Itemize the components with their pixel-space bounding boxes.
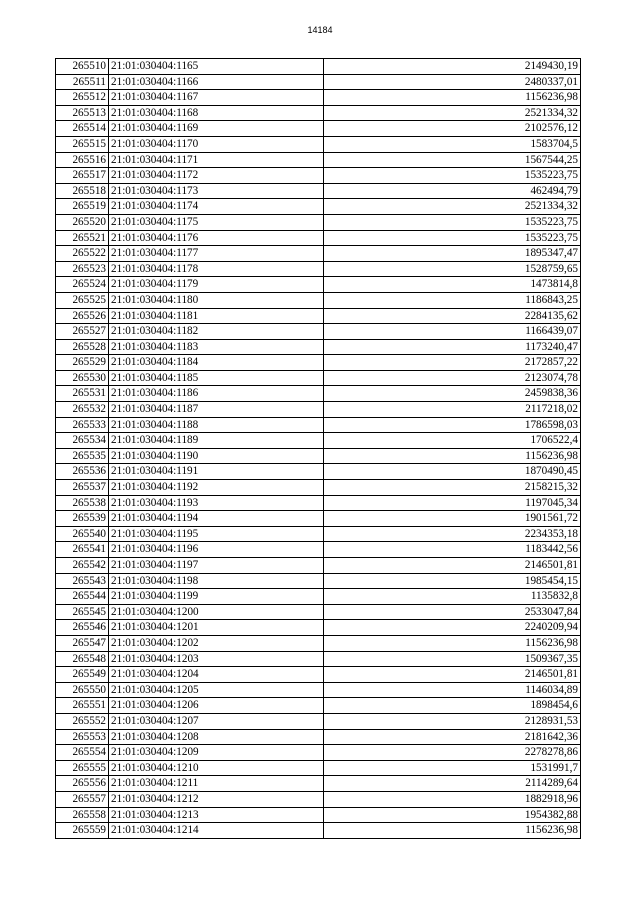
- row-number-cell: 265535: [56, 448, 109, 464]
- table-row: [56, 495, 581, 511]
- table-row: [56, 526, 581, 542]
- cadastral-number-cell: 21:01:030404:1165: [109, 59, 324, 75]
- cadastral-number-cell: 21:01:030404:1205: [109, 682, 324, 698]
- cadastral-number-cell: 21:01:030404:1169: [109, 121, 324, 137]
- cadastral-value-cell: 462494,79: [324, 183, 581, 199]
- row-number-cell: 265546: [56, 620, 109, 636]
- cadastral-value-cell: 1173240,47: [324, 339, 581, 355]
- cadastral-number-cell: 21:01:030404:1195: [109, 526, 324, 542]
- cadastral-number-cell: 21:01:030404:1193: [109, 495, 324, 511]
- cadastral-value-cell: 2146501,81: [324, 667, 581, 683]
- cadastral-value-cell: 1156236,98: [324, 823, 581, 839]
- cadastral-number-cell: 21:01:030404:1166: [109, 74, 324, 90]
- row-number-cell: 265548: [56, 651, 109, 667]
- cadastral-number-cell: 21:01:030404:1171: [109, 152, 324, 168]
- cadastral-value-cell: 2521334,32: [324, 105, 581, 121]
- table-row: [56, 168, 581, 184]
- table-row: [56, 152, 581, 168]
- cadastral-value-cell: 1882918,96: [324, 791, 581, 807]
- row-number-cell: 265542: [56, 558, 109, 574]
- cadastral-number-cell: 21:01:030404:1197: [109, 558, 324, 574]
- row-number-cell: 265554: [56, 745, 109, 761]
- cadastral-value-cell: 2521334,32: [324, 199, 581, 215]
- cadastral-number-cell: 21:01:030404:1168: [109, 105, 324, 121]
- cadastral-value-cell: 2240209,94: [324, 620, 581, 636]
- table-row: [56, 339, 581, 355]
- cadastral-number-cell: 21:01:030404:1188: [109, 417, 324, 433]
- row-number-cell: 265525: [56, 292, 109, 308]
- cadastral-value-cell: 1954382,88: [324, 807, 581, 823]
- row-number-cell: 265511: [56, 74, 109, 90]
- cadastral-value-cell: 1567544,25: [324, 152, 581, 168]
- cadastral-number-cell: 21:01:030404:1184: [109, 355, 324, 371]
- table-row: [56, 355, 581, 371]
- cadastral-number-cell: 21:01:030404:1210: [109, 760, 324, 776]
- cadastral-number-cell: 21:01:030404:1187: [109, 402, 324, 418]
- cadastral-value-cell: 1146034,89: [324, 682, 581, 698]
- row-number-cell: 265556: [56, 776, 109, 792]
- cadastral-value-cell: 1535223,75: [324, 230, 581, 246]
- table-row: [56, 121, 581, 137]
- row-number-cell: 265523: [56, 261, 109, 277]
- table-row: [56, 230, 581, 246]
- table-row: [56, 713, 581, 729]
- cadastral-value-cell: 2149430,19: [324, 59, 581, 75]
- cadastral-value-cell: 1183442,56: [324, 542, 581, 558]
- cadastral-value-cell: 2117218,02: [324, 402, 581, 418]
- cadastral-value-cell: 1895347,47: [324, 246, 581, 262]
- table-row: [56, 277, 581, 293]
- table-row: [56, 620, 581, 636]
- row-number-cell: 265536: [56, 464, 109, 480]
- row-number-cell: 265514: [56, 121, 109, 137]
- table-row: [56, 682, 581, 698]
- table-row: [56, 214, 581, 230]
- cadastral-number-cell: 21:01:030404:1201: [109, 620, 324, 636]
- row-number-cell: 265532: [56, 402, 109, 418]
- cadastral-value-cell: 1156236,98: [324, 90, 581, 106]
- cadastral-number-cell: 21:01:030404:1192: [109, 480, 324, 496]
- cadastral-number-cell: 21:01:030404:1207: [109, 713, 324, 729]
- cadastral-number-cell: 21:01:030404:1209: [109, 745, 324, 761]
- row-number-cell: 265558: [56, 807, 109, 823]
- row-number-cell: 265539: [56, 511, 109, 527]
- cadastral-value-cell: 1531991,7: [324, 760, 581, 776]
- table-row: [56, 261, 581, 277]
- cadastral-value-cell: 1898454,6: [324, 698, 581, 714]
- table-row: [56, 433, 581, 449]
- table-row: [56, 791, 581, 807]
- table-row: [56, 776, 581, 792]
- cadastral-number-cell: 21:01:030404:1185: [109, 370, 324, 386]
- cadastral-value-cell: 1528759,65: [324, 261, 581, 277]
- cadastral-number-cell: 21:01:030404:1196: [109, 542, 324, 558]
- row-number-cell: 265555: [56, 760, 109, 776]
- row-number-cell: 265550: [56, 682, 109, 698]
- cadastral-number-cell: 21:01:030404:1181: [109, 308, 324, 324]
- cadastral-value-cell: 2234353,18: [324, 526, 581, 542]
- row-number-cell: 265515: [56, 136, 109, 152]
- cadastral-value-cell: 2102576,12: [324, 121, 581, 137]
- table-row: [56, 651, 581, 667]
- row-number-cell: 265541: [56, 542, 109, 558]
- cadastral-number-cell: 21:01:030404:1172: [109, 168, 324, 184]
- cadastral-value-cell: 1870490,45: [324, 464, 581, 480]
- cadastral-value-cell: 1901561,72: [324, 511, 581, 527]
- table-row: [56, 542, 581, 558]
- cadastral-number-cell: 21:01:030404:1179: [109, 277, 324, 293]
- table-row: [56, 370, 581, 386]
- table-row: [56, 698, 581, 714]
- cadastral-number-cell: 21:01:030404:1176: [109, 230, 324, 246]
- cadastral-number-cell: 21:01:030404:1178: [109, 261, 324, 277]
- table-row: [56, 402, 581, 418]
- row-number-cell: 265527: [56, 324, 109, 340]
- cadastral-value-cell: 1156236,98: [324, 635, 581, 651]
- table-row: [56, 729, 581, 745]
- cadastral-value-cell: 1509367,35: [324, 651, 581, 667]
- cadastral-number-cell: 21:01:030404:1182: [109, 324, 324, 340]
- row-number-cell: 265537: [56, 480, 109, 496]
- cadastral-number-cell: 21:01:030404:1175: [109, 214, 324, 230]
- row-number-cell: 265545: [56, 604, 109, 620]
- row-number-cell: 265544: [56, 589, 109, 605]
- table-row: [56, 292, 581, 308]
- cadastral-number-cell: 21:01:030404:1167: [109, 90, 324, 106]
- row-number-cell: 265512: [56, 90, 109, 106]
- table-row: [56, 308, 581, 324]
- cadastral-number-cell: 21:01:030404:1170: [109, 136, 324, 152]
- row-number-cell: 265551: [56, 698, 109, 714]
- row-number-cell: 265513: [56, 105, 109, 121]
- cadastral-number-cell: 21:01:030404:1214: [109, 823, 324, 839]
- table-row: [56, 823, 581, 839]
- table-row: [56, 199, 581, 215]
- table-row: [56, 604, 581, 620]
- row-number-cell: 265528: [56, 339, 109, 355]
- row-number-cell: 265530: [56, 370, 109, 386]
- table-row: [56, 558, 581, 574]
- cadastral-value-cell: 1786598,03: [324, 417, 581, 433]
- cadastral-number-cell: 21:01:030404:1198: [109, 573, 324, 589]
- table-row: [56, 480, 581, 496]
- row-number-cell: 265557: [56, 791, 109, 807]
- cadastral-number-cell: 21:01:030404:1199: [109, 589, 324, 605]
- cadastral-value-cell: 2123074,78: [324, 370, 581, 386]
- cadastral-number-cell: 21:01:030404:1186: [109, 386, 324, 402]
- cadastral-value-cell: 2459838,36: [324, 386, 581, 402]
- table-row: [56, 464, 581, 480]
- cadastral-number-cell: 21:01:030404:1190: [109, 448, 324, 464]
- table-row: [56, 667, 581, 683]
- row-number-cell: 265540: [56, 526, 109, 542]
- row-number-cell: 265531: [56, 386, 109, 402]
- cadastral-value-cell: 1156236,98: [324, 448, 581, 464]
- cadastral-value-cell: 1706522,4: [324, 433, 581, 449]
- row-number-cell: 265543: [56, 573, 109, 589]
- row-number-cell: 265553: [56, 729, 109, 745]
- row-number-cell: 265526: [56, 308, 109, 324]
- cadastral-number-cell: 21:01:030404:1212: [109, 791, 324, 807]
- row-number-cell: 265521: [56, 230, 109, 246]
- cadastral-value-cell: 1473814,8: [324, 277, 581, 293]
- table-row: [56, 760, 581, 776]
- page-number: 14184: [307, 25, 333, 35]
- cadastral-value-cell: 2533047,84: [324, 604, 581, 620]
- table-row: [56, 417, 581, 433]
- row-number-cell: 265519: [56, 199, 109, 215]
- table-row: [56, 90, 581, 106]
- row-number-cell: 265534: [56, 433, 109, 449]
- cadastral-value-cell: 1535223,75: [324, 214, 581, 230]
- table-row: [56, 573, 581, 589]
- cadastral-value-cell: 2181642,36: [324, 729, 581, 745]
- cadastral-number-cell: 21:01:030404:1203: [109, 651, 324, 667]
- cadastral-number-cell: 21:01:030404:1213: [109, 807, 324, 823]
- cadastral-number-cell: 21:01:030404:1194: [109, 511, 324, 527]
- table-row: [56, 511, 581, 527]
- table-row: [56, 136, 581, 152]
- table-row: [56, 246, 581, 262]
- cadastral-number-cell: 21:01:030404:1191: [109, 464, 324, 480]
- cadastral-number-cell: 21:01:030404:1211: [109, 776, 324, 792]
- cadastral-value-cell: 2128931,53: [324, 713, 581, 729]
- cadastral-value-cell: 1583704,5: [324, 136, 581, 152]
- cadastral-value-cell: 1197045,34: [324, 495, 581, 511]
- cadastral-number-cell: 21:01:030404:1208: [109, 729, 324, 745]
- table-row: [56, 74, 581, 90]
- cadastral-value-cell: 2114289,64: [324, 776, 581, 792]
- row-number-cell: 265529: [56, 355, 109, 371]
- row-number-cell: 265517: [56, 168, 109, 184]
- row-number-cell: 265533: [56, 417, 109, 433]
- cadastral-number-cell: 21:01:030404:1174: [109, 199, 324, 215]
- cadastral-value-cell: 2278278,86: [324, 745, 581, 761]
- cadastral-value-cell: 1135832,8: [324, 589, 581, 605]
- cadastral-number-cell: 21:01:030404:1183: [109, 339, 324, 355]
- table-row: [56, 183, 581, 199]
- row-number-cell: 265520: [56, 214, 109, 230]
- row-number-cell: 265538: [56, 495, 109, 511]
- table-row: [56, 635, 581, 651]
- row-number-cell: 265552: [56, 713, 109, 729]
- row-number-cell: 265522: [56, 246, 109, 262]
- row-number-cell: 265559: [56, 823, 109, 839]
- table-row: [56, 807, 581, 823]
- cadastral-value-cell: 2158215,32: [324, 480, 581, 496]
- cadastral-number-cell: 21:01:030404:1180: [109, 292, 324, 308]
- cadastral-number-cell: 21:01:030404:1200: [109, 604, 324, 620]
- cadastral-value-cell: 1186843,25: [324, 292, 581, 308]
- row-number-cell: 265518: [56, 183, 109, 199]
- row-number-cell: 265549: [56, 667, 109, 683]
- cadastral-value-cell: 2480337,01: [324, 74, 581, 90]
- table-row: [56, 105, 581, 121]
- row-number-cell: 265547: [56, 635, 109, 651]
- row-number-cell: 265524: [56, 277, 109, 293]
- cadastral-number-cell: 21:01:030404:1202: [109, 635, 324, 651]
- table-row: [56, 589, 581, 605]
- table-row: [56, 745, 581, 761]
- cadastral-value-cell: 1535223,75: [324, 168, 581, 184]
- cadastral-number-cell: 21:01:030404:1206: [109, 698, 324, 714]
- table-row: [56, 59, 581, 75]
- cadastral-number-cell: 21:01:030404:1204: [109, 667, 324, 683]
- table-row: [56, 386, 581, 402]
- cadastral-value-cell: 1985454,15: [324, 573, 581, 589]
- cadastral-value-cell: 2284135,62: [324, 308, 581, 324]
- cadastral-number-cell: 21:01:030404:1189: [109, 433, 324, 449]
- cadastral-value-cell: 2146501,81: [324, 558, 581, 574]
- cadastral-value-table: [55, 58, 581, 839]
- table-row: [56, 448, 581, 464]
- cadastral-number-cell: 21:01:030404:1173: [109, 183, 324, 199]
- cadastral-number-cell: 21:01:030404:1177: [109, 246, 324, 262]
- cadastral-value-cell: 2172857,22: [324, 355, 581, 371]
- row-number-cell: 265510: [56, 59, 109, 75]
- table-body: [56, 59, 581, 839]
- cadastral-value-cell: 1166439,07: [324, 324, 581, 340]
- row-number-cell: 265516: [56, 152, 109, 168]
- table-row: [56, 324, 581, 340]
